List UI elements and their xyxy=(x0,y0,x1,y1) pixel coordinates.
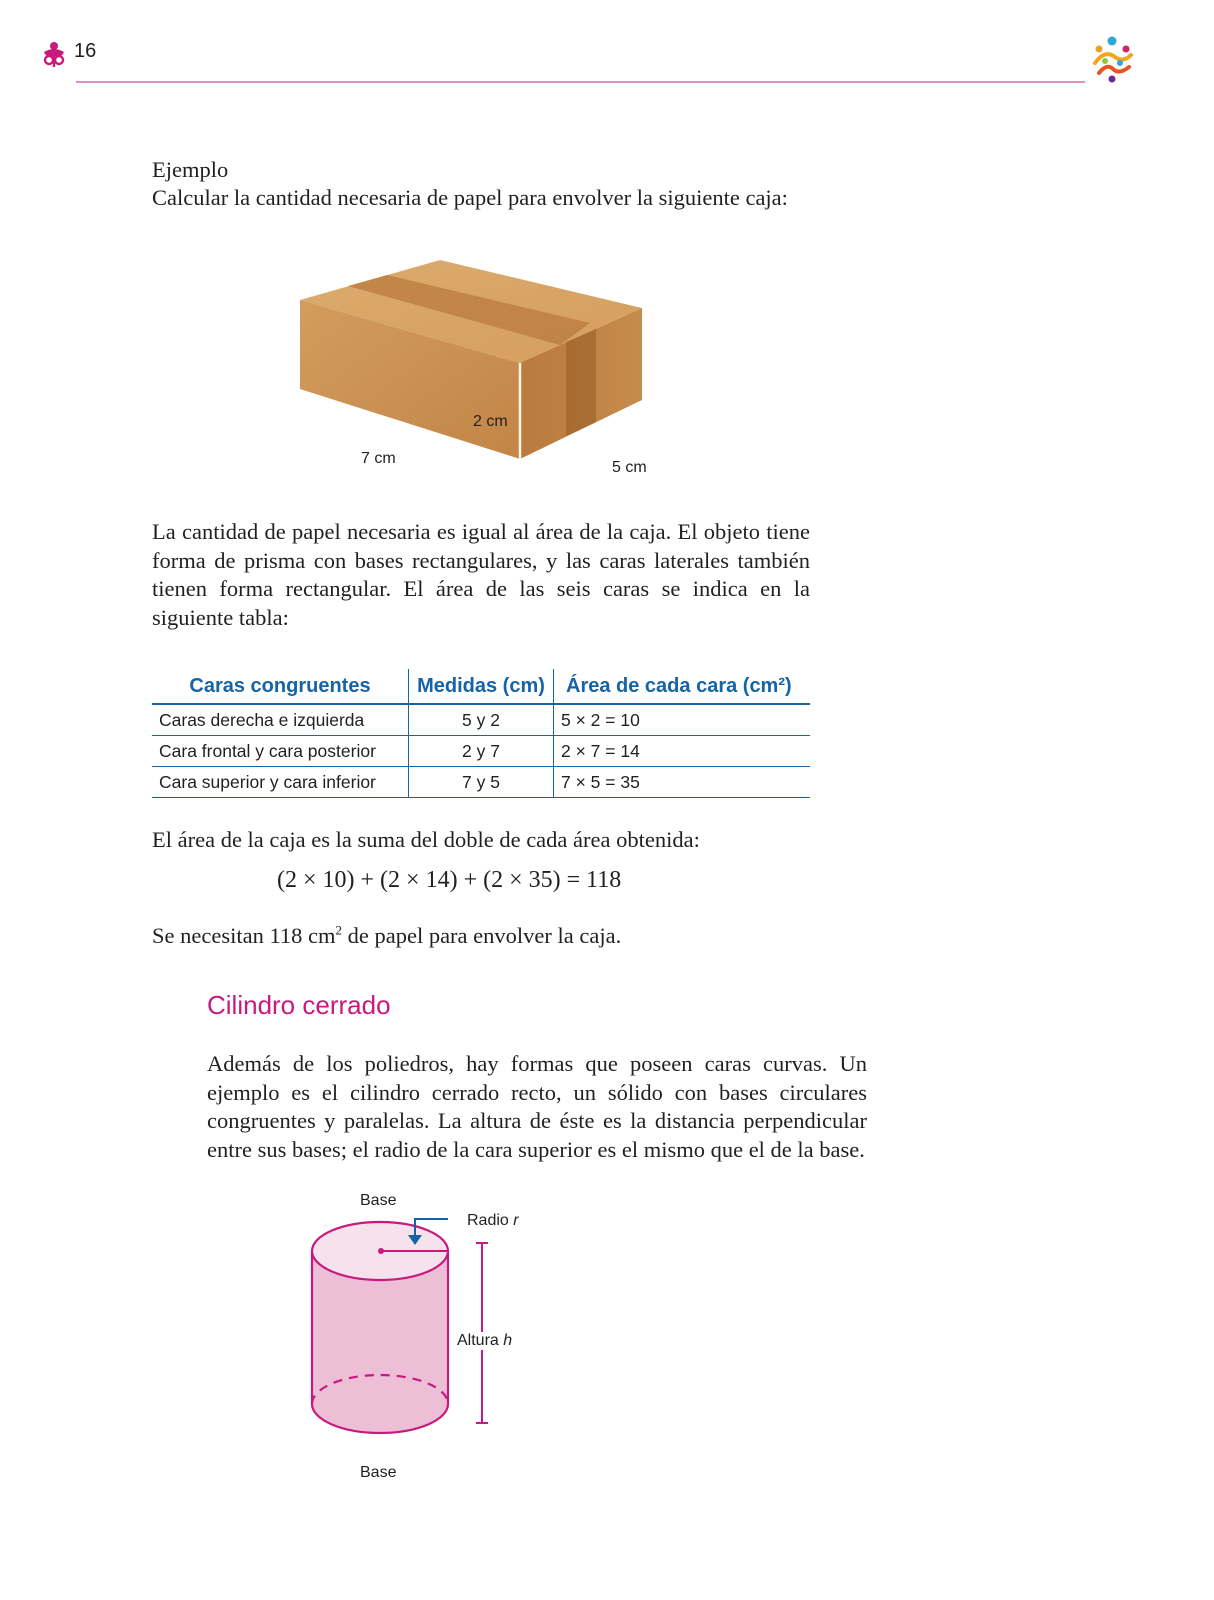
box-length-label: 7 cm xyxy=(361,450,396,467)
conclusion-before: Se necesitan 118 cm xyxy=(152,923,336,948)
table-cell: Cara frontal y cara posterior xyxy=(152,736,409,767)
box-width-label: 5 cm xyxy=(612,459,647,476)
area-equation: (2 × 10) + (2 × 14) + (2 × 35) = 118 xyxy=(277,867,622,893)
conclusion-after: de papel para envolver la caja. xyxy=(341,923,622,948)
example-heading: Ejemplo xyxy=(152,157,229,182)
height-word: Altura xyxy=(457,1332,499,1349)
conclusion-text xyxy=(152,922,621,951)
ornament-icon xyxy=(42,40,66,68)
table-cell: 2 × 7 = 14 xyxy=(554,736,811,767)
radius-word: Radio xyxy=(467,1212,509,1229)
cylinder-radius-label xyxy=(467,1212,519,1230)
table-header: Área de cada cara (cm²) xyxy=(554,669,811,704)
height-variable: h xyxy=(503,1332,513,1349)
radius-variable: r xyxy=(513,1212,519,1229)
table-header: Medidas (cm) xyxy=(409,669,554,704)
explanation-paragraph: La cantidad de papel necesaria es igual al área de la caja. El objeto tiene forma de prisma con bases rectangulares, y las caras laterales también tienen forma rectangular. El área de las seis caras se indica en la siguiente tabla: xyxy=(152,519,810,630)
cylinder-bottom-base-label: Base xyxy=(360,1464,397,1481)
section-title: Cilindro cerrado xyxy=(207,990,391,1020)
table-cell: Caras derecha e izquierda xyxy=(152,704,409,736)
section-body: Además de los poliedros, hay formas que poseen caras curvas. Un ejemplo es el cilindro cerrado recto, un sólido con bases circulares congruentes y paralelas. La altura de éste es la distancia perpendicular entre sus bases; el radio de la cara superior es el mismo que el de la base. xyxy=(207,1051,867,1162)
cardboard-box-figure xyxy=(290,255,670,485)
table-cell: 7 × 5 = 35 xyxy=(554,767,811,798)
table-cell: Cara superior y cara inferior xyxy=(152,767,409,798)
cylinder-top-base-label: Base xyxy=(360,1192,397,1209)
table-cell: 2 y 7 xyxy=(409,736,554,767)
table-row xyxy=(152,736,810,767)
box-height-label: 2 cm xyxy=(473,413,508,430)
table-cell: 5 × 2 = 10 xyxy=(554,704,811,736)
table-row xyxy=(152,767,810,798)
table-header: Caras congruentes xyxy=(152,669,409,704)
table-cell: 7 y 5 xyxy=(409,767,554,798)
page-number: 16 xyxy=(74,40,97,62)
cylinder-height-label xyxy=(455,1332,514,1350)
faces-area-table xyxy=(152,669,810,798)
header-divider xyxy=(76,81,1085,83)
colorful-logo-icon xyxy=(1085,33,1141,85)
table-cell: 5 y 2 xyxy=(409,704,554,736)
conclusion-superscript: 2 xyxy=(335,922,342,938)
sum-text: El área de la caja es la suma del doble de cada área obtenida: xyxy=(152,827,700,852)
table-row xyxy=(152,704,810,736)
example-prompt: Calcular la cantidad necesaria de papel para envolver la siguiente caja: xyxy=(152,185,788,210)
table-header-row xyxy=(152,669,810,704)
